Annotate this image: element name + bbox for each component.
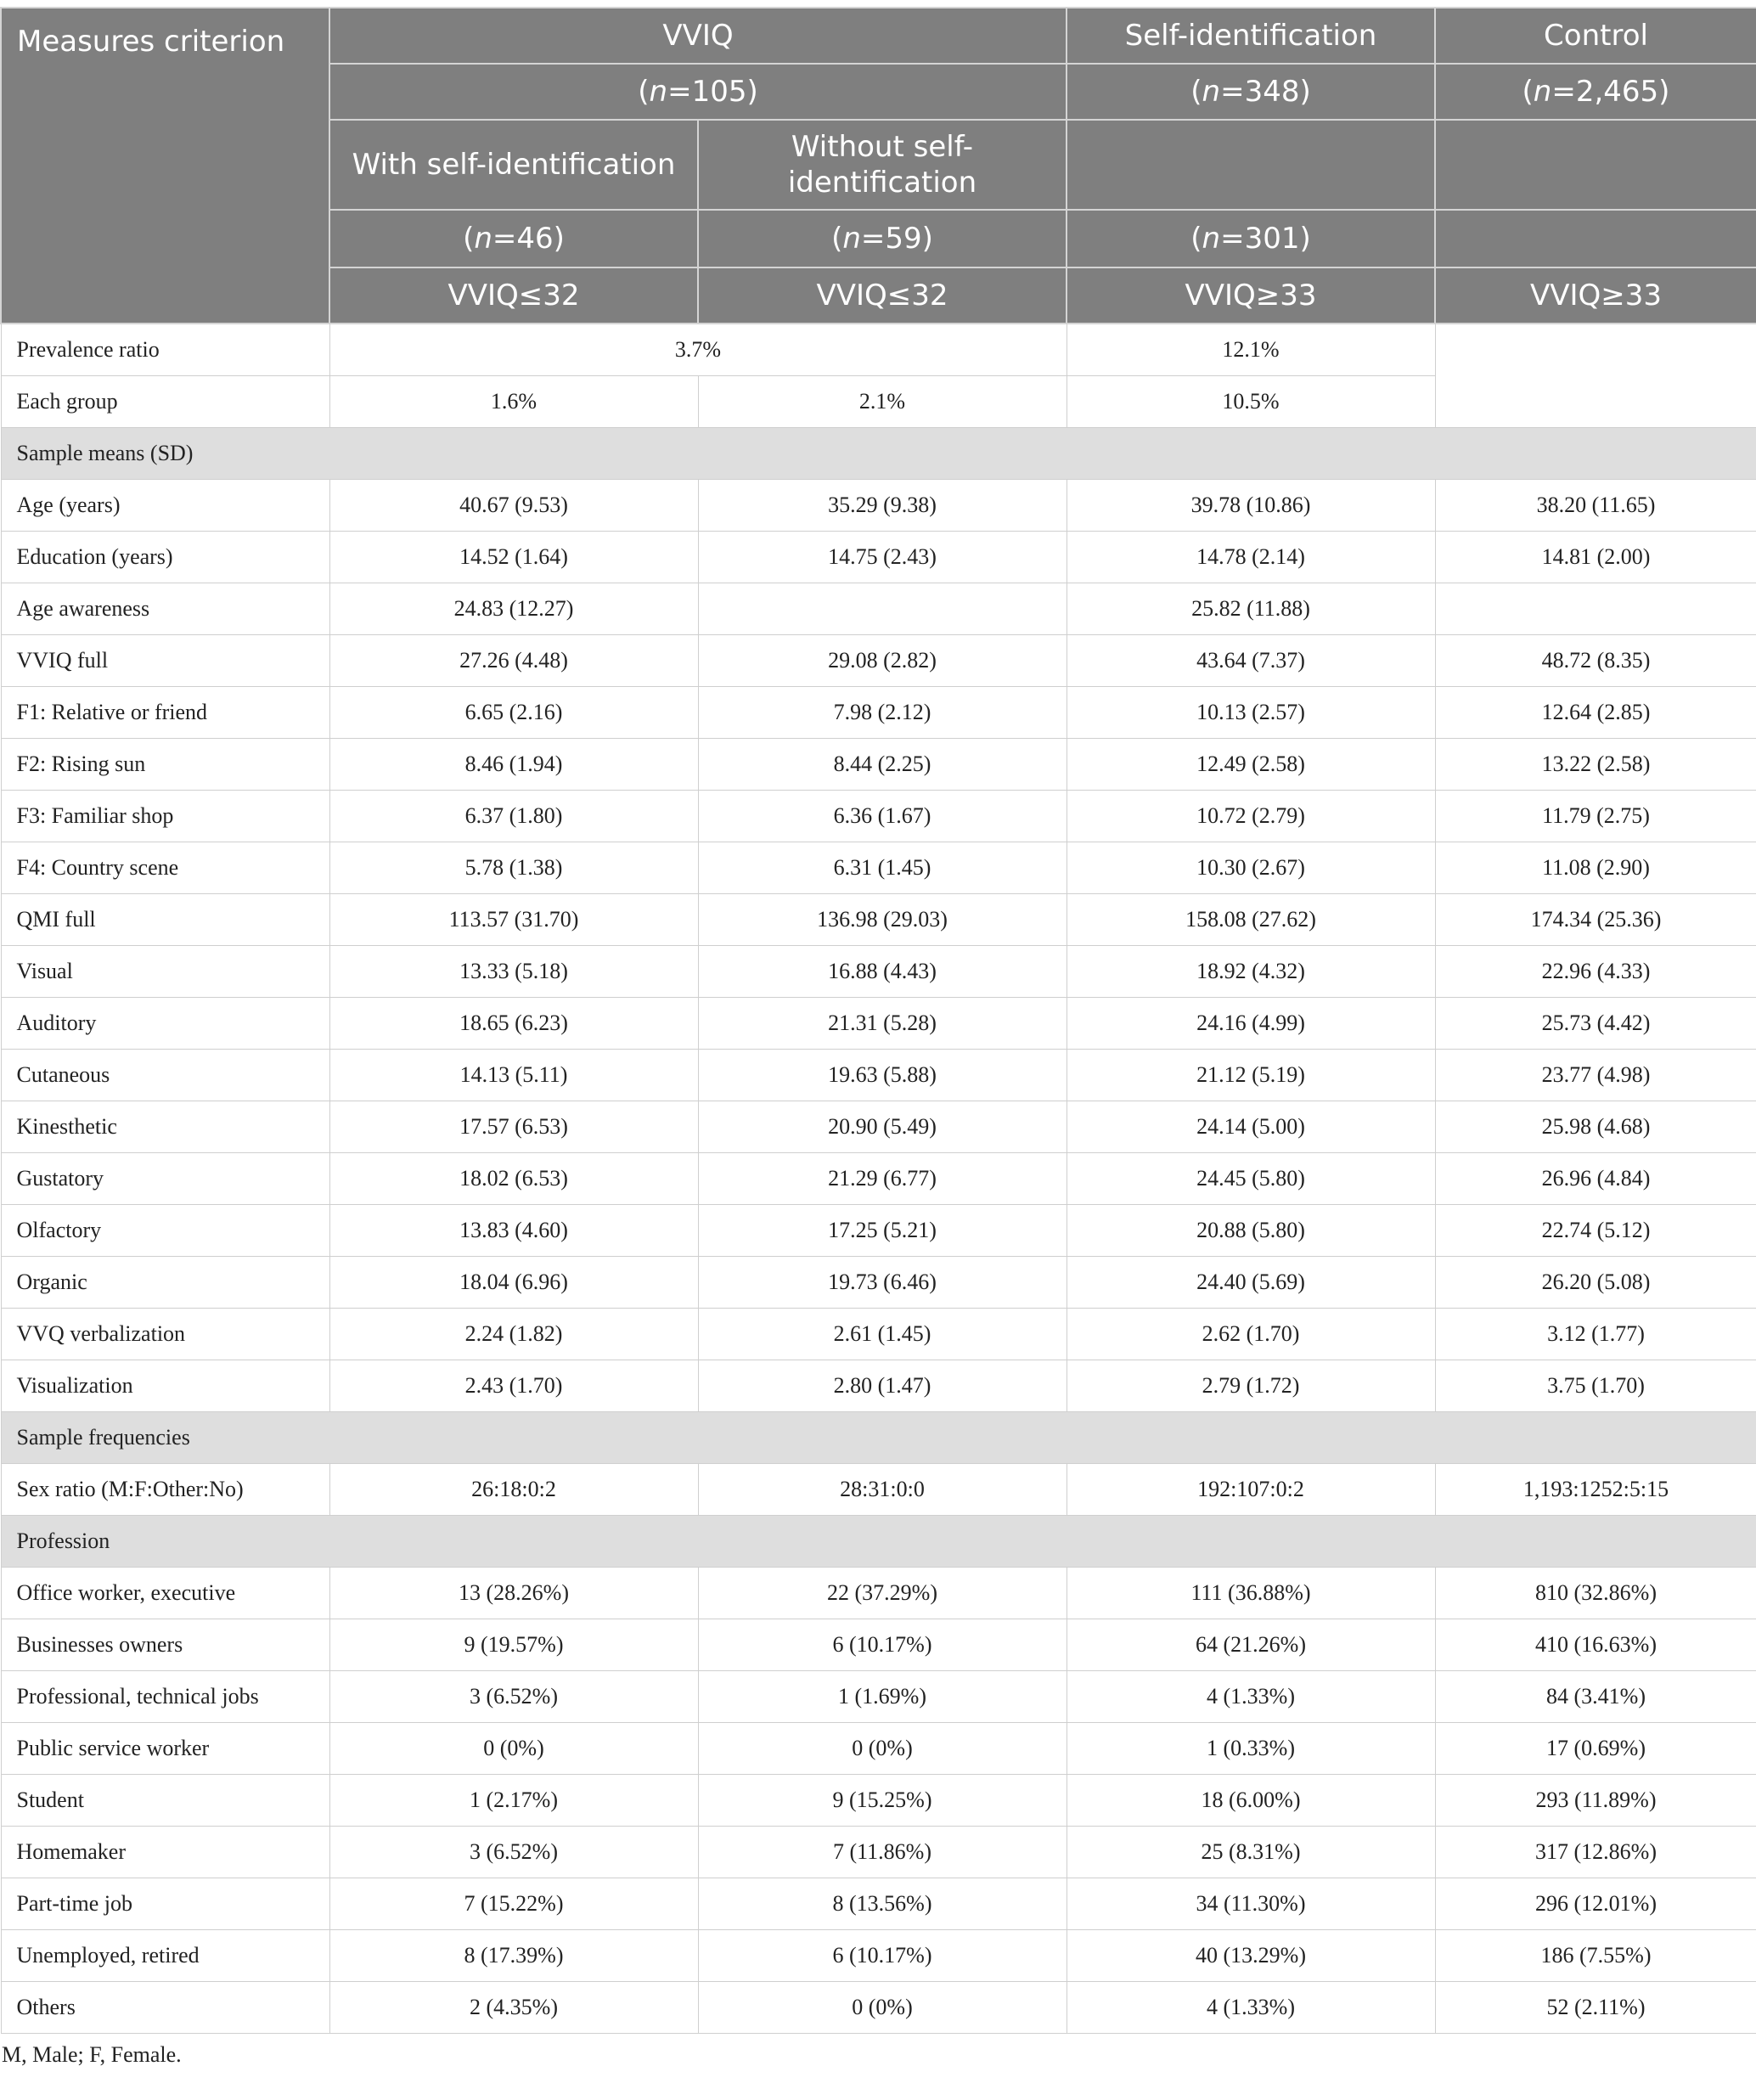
table-cell: 2.80 (1.47) bbox=[698, 1360, 1067, 1412]
table-cell: 26.96 (4.84) bbox=[1435, 1153, 1756, 1205]
section-title: Profession bbox=[1, 1516, 1756, 1568]
table-cell: 24.16 (4.99) bbox=[1067, 998, 1435, 1050]
table-cell: 6 (10.17%) bbox=[698, 1619, 1067, 1671]
vviq-group-header: VVIQ bbox=[329, 8, 1067, 64]
row-label: Cutaneous bbox=[1, 1050, 329, 1101]
table-cell: 2 (4.35%) bbox=[329, 1982, 698, 2034]
row-label: Professional, technical jobs bbox=[1, 1671, 329, 1723]
table-cell: 64 (21.26%) bbox=[1067, 1619, 1435, 1671]
table-cell: 40 (13.29%) bbox=[1067, 1930, 1435, 1982]
table-cell: 14.78 (2.14) bbox=[1067, 532, 1435, 583]
table-cell: 4 (1.33%) bbox=[1067, 1671, 1435, 1723]
table-row bbox=[1, 1050, 1756, 1101]
row-label: Unemployed, retired bbox=[1, 1930, 329, 1982]
table-cell: 19.63 (5.88) bbox=[698, 1050, 1067, 1101]
table-cell: 20.90 (5.49) bbox=[698, 1101, 1067, 1153]
table-cell: 410 (16.63%) bbox=[1435, 1619, 1756, 1671]
table-cell: 9 (19.57%) bbox=[329, 1619, 698, 1671]
section-header-row bbox=[1, 1516, 1756, 1568]
section-title: Sample frequencies bbox=[1, 1412, 1756, 1464]
table-row bbox=[1, 1982, 1756, 2034]
row-label: Sex ratio (M:F:Other:No) bbox=[1, 1464, 329, 1516]
table-cell: 174.34 (25.36) bbox=[1435, 894, 1756, 946]
table-cell: 293 (11.89%) bbox=[1435, 1775, 1756, 1827]
table-cell: 24.14 (5.00) bbox=[1067, 1101, 1435, 1153]
table-cell: 113.57 (31.70) bbox=[329, 894, 698, 946]
row-label: VVQ verbalization bbox=[1, 1309, 329, 1360]
table-row bbox=[1, 1309, 1756, 1360]
table-cell: 3.12 (1.77) bbox=[1435, 1309, 1756, 1360]
table-cell: 16.88 (4.43) bbox=[698, 946, 1067, 998]
table-row bbox=[1, 1101, 1756, 1153]
table-cell: 35.29 (9.38) bbox=[698, 480, 1067, 532]
table-row bbox=[1, 1464, 1756, 1516]
table-row bbox=[1, 1878, 1756, 1930]
table-row bbox=[1, 1827, 1756, 1878]
table-cell: 9 (15.25%) bbox=[698, 1775, 1067, 1827]
table-cell: 2.62 (1.70) bbox=[1067, 1309, 1435, 1360]
row-label: Age awareness bbox=[1, 583, 329, 635]
row-label: F1: Relative or friend bbox=[1, 687, 329, 739]
table-cell: 7 (15.22%) bbox=[329, 1878, 698, 1930]
table-cell: 39.78 (10.86) bbox=[1067, 480, 1435, 532]
table-footnote: M, Male; F, Female. bbox=[2, 2042, 182, 2067]
table-row bbox=[1, 1205, 1756, 1257]
table-cell: 2.79 (1.72) bbox=[1067, 1360, 1435, 1412]
table-cell: 17.57 (6.53) bbox=[329, 1101, 698, 1153]
table-cell: 24.45 (5.80) bbox=[1067, 1153, 1435, 1205]
table-cell bbox=[1435, 583, 1756, 635]
table-row bbox=[1, 998, 1756, 1050]
table-row bbox=[1, 480, 1756, 532]
table-cell: 40.67 (9.53) bbox=[329, 480, 698, 532]
table-cell: 52 (2.11%) bbox=[1435, 1982, 1756, 2034]
without-self-identification-header: Without self-identification bbox=[698, 120, 1067, 210]
self-n-header: (n=348) bbox=[1067, 64, 1435, 120]
vviq-n-header: (n=105) bbox=[329, 64, 1067, 120]
table-cell: 2.61 (1.45) bbox=[698, 1309, 1067, 1360]
row-label: Education (years) bbox=[1, 532, 329, 583]
table-cell: 13.83 (4.60) bbox=[329, 1205, 698, 1257]
table-cell: 6.65 (2.16) bbox=[329, 687, 698, 739]
table-cell: 21.31 (5.28) bbox=[698, 998, 1067, 1050]
table-cell: 14.52 (1.64) bbox=[329, 532, 698, 583]
table-cell: 13 (28.26%) bbox=[329, 1568, 698, 1619]
table-cell: 8.46 (1.94) bbox=[329, 739, 698, 791]
criterion-without-header: VVIQ≤32 bbox=[698, 267, 1067, 324]
table-cell: 3.7% bbox=[329, 324, 1067, 376]
table-cell: 3 (6.52%) bbox=[329, 1671, 698, 1723]
table-cell: 10.5% bbox=[1067, 376, 1435, 428]
table-cell bbox=[698, 583, 1067, 635]
table-cell: 10.72 (2.79) bbox=[1067, 791, 1435, 842]
table-cell: 186 (7.55%) bbox=[1435, 1930, 1756, 1982]
table-row bbox=[1, 1723, 1756, 1775]
table-cell: 25.73 (4.42) bbox=[1435, 998, 1756, 1050]
control-n-header: (n=2,465) bbox=[1435, 64, 1756, 120]
row-label: Age (years) bbox=[1, 480, 329, 532]
table-cell: 18.02 (6.53) bbox=[329, 1153, 698, 1205]
table-cell: 21.12 (5.19) bbox=[1067, 1050, 1435, 1101]
table-cell: 13.22 (2.58) bbox=[1435, 739, 1756, 791]
table-cell: 6.36 (1.67) bbox=[698, 791, 1067, 842]
row-label: Auditory bbox=[1, 998, 329, 1050]
table-cell: 14.13 (5.11) bbox=[329, 1050, 698, 1101]
table-cell: 22.96 (4.33) bbox=[1435, 946, 1756, 998]
table-cell: 25 (8.31%) bbox=[1067, 1827, 1435, 1878]
criterion-control-header: VVIQ≥33 bbox=[1435, 267, 1756, 324]
table-cell: 18 (6.00%) bbox=[1067, 1775, 1435, 1827]
table-row bbox=[1, 791, 1756, 842]
row-label: Gustatory bbox=[1, 1153, 329, 1205]
table-cell: 12.49 (2.58) bbox=[1067, 739, 1435, 791]
table-cell: 11.79 (2.75) bbox=[1435, 791, 1756, 842]
table-row bbox=[1, 583, 1756, 635]
table-cell: 8.44 (2.25) bbox=[698, 739, 1067, 791]
table-cell: 0 (0%) bbox=[329, 1723, 698, 1775]
table-cell: 48.72 (8.35) bbox=[1435, 635, 1756, 687]
self-sub-n-header: (n=301) bbox=[1067, 210, 1435, 267]
criterion-with-header: VVIQ≤32 bbox=[329, 267, 698, 324]
table-cell: 6.37 (1.80) bbox=[329, 791, 698, 842]
table-row bbox=[1, 324, 1756, 376]
table-header bbox=[1, 8, 1756, 324]
table-cell: 25.82 (11.88) bbox=[1067, 583, 1435, 635]
table-cell: 13.33 (5.18) bbox=[329, 946, 698, 998]
table-row bbox=[1, 894, 1756, 946]
with-self-n-header: (n=46) bbox=[329, 210, 698, 267]
table-cell: 20.88 (5.80) bbox=[1067, 1205, 1435, 1257]
table-cell: 2.43 (1.70) bbox=[329, 1360, 698, 1412]
control-subgroup-empty-header bbox=[1435, 120, 1756, 210]
table-cell: 1 (1.69%) bbox=[698, 1671, 1067, 1723]
row-label: VVIQ full bbox=[1, 635, 329, 687]
table-row bbox=[1, 739, 1756, 791]
section-header-row bbox=[1, 1412, 1756, 1464]
table-cell: 0 (0%) bbox=[698, 1723, 1067, 1775]
self-subgroup-empty-header bbox=[1067, 120, 1435, 210]
row-label: Visualization bbox=[1, 1360, 329, 1412]
row-label: Prevalence ratio bbox=[1, 324, 329, 376]
table-cell: 1,193:1252:5:15 bbox=[1435, 1464, 1756, 1516]
row-label: F3: Familiar shop bbox=[1, 791, 329, 842]
section-header-row bbox=[1, 428, 1756, 480]
table-row bbox=[1, 1257, 1756, 1309]
table-cell: 10.30 (2.67) bbox=[1067, 842, 1435, 894]
table-cell: 296 (12.01%) bbox=[1435, 1878, 1756, 1930]
table-cell: 6.31 (1.45) bbox=[698, 842, 1067, 894]
row-label: Visual bbox=[1, 946, 329, 998]
measures-criterion-header: Measures criterion bbox=[1, 8, 329, 324]
table-cell: 25.98 (4.68) bbox=[1435, 1101, 1756, 1153]
table-cell: 1 (0.33%) bbox=[1067, 1723, 1435, 1775]
table-cell: 24.40 (5.69) bbox=[1067, 1257, 1435, 1309]
self-identification-header: Self-identification bbox=[1067, 8, 1435, 64]
row-label: Organic bbox=[1, 1257, 329, 1309]
criterion-self-header: VVIQ≥33 bbox=[1067, 267, 1435, 324]
table-row bbox=[1, 1153, 1756, 1205]
table-cell: 24.83 (12.27) bbox=[329, 583, 698, 635]
table-cell: 19.73 (6.46) bbox=[698, 1257, 1067, 1309]
table-row bbox=[1, 1930, 1756, 1982]
empty-cell bbox=[1435, 324, 1756, 428]
with-self-identification-header: With self-identification bbox=[329, 120, 698, 210]
table-row bbox=[1, 532, 1756, 583]
row-label: Each group bbox=[1, 376, 329, 428]
table-row bbox=[1, 1775, 1756, 1827]
table-cell: 26.20 (5.08) bbox=[1435, 1257, 1756, 1309]
table-cell: 27.26 (4.48) bbox=[329, 635, 698, 687]
row-label: Kinesthetic bbox=[1, 1101, 329, 1153]
table-cell: 29.08 (2.82) bbox=[698, 635, 1067, 687]
table-body bbox=[1, 324, 1756, 2034]
table-row bbox=[1, 1568, 1756, 1619]
row-label: Olfactory bbox=[1, 1205, 329, 1257]
table-cell: 7 (11.86%) bbox=[698, 1827, 1067, 1878]
table-cell: 12.1% bbox=[1067, 324, 1435, 376]
table-cell: 6 (10.17%) bbox=[698, 1930, 1067, 1982]
row-label: Student bbox=[1, 1775, 329, 1827]
table-cell: 8 (13.56%) bbox=[698, 1878, 1067, 1930]
table-cell: 810 (32.86%) bbox=[1435, 1568, 1756, 1619]
table-cell: 18.65 (6.23) bbox=[329, 998, 698, 1050]
table-cell: 5.78 (1.38) bbox=[329, 842, 698, 894]
table-cell: 4 (1.33%) bbox=[1067, 1982, 1435, 2034]
table-cell: 2.1% bbox=[698, 376, 1067, 428]
table-cell: 18.92 (4.32) bbox=[1067, 946, 1435, 998]
table-cell: 111 (36.88%) bbox=[1067, 1568, 1435, 1619]
table-cell: 1 (2.17%) bbox=[329, 1775, 698, 1827]
table-cell: 136.98 (29.03) bbox=[698, 894, 1067, 946]
row-label: F2: Rising sun bbox=[1, 739, 329, 791]
row-label: F4: Country scene bbox=[1, 842, 329, 894]
section-title: Sample means (SD) bbox=[1, 428, 1756, 480]
table-cell: 26:18:0:2 bbox=[329, 1464, 698, 1516]
table-cell: 14.81 (2.00) bbox=[1435, 532, 1756, 583]
table-cell: 3 (6.52%) bbox=[329, 1827, 698, 1878]
table-cell: 8 (17.39%) bbox=[329, 1930, 698, 1982]
table-cell: 84 (3.41%) bbox=[1435, 1671, 1756, 1723]
row-label: Part-time job bbox=[1, 1878, 329, 1930]
control-header: Control bbox=[1435, 8, 1756, 64]
row-label: QMI full bbox=[1, 894, 329, 946]
table-row bbox=[1, 635, 1756, 687]
table-cell: 34 (11.30%) bbox=[1067, 1878, 1435, 1930]
row-label: Office worker, executive bbox=[1, 1568, 329, 1619]
table-row bbox=[1, 1360, 1756, 1412]
table-cell: 317 (12.86%) bbox=[1435, 1827, 1756, 1878]
table-cell: 17.25 (5.21) bbox=[698, 1205, 1067, 1257]
table-cell: 21.29 (6.77) bbox=[698, 1153, 1067, 1205]
row-label: Public service worker bbox=[1, 1723, 329, 1775]
table-cell: 43.64 (7.37) bbox=[1067, 635, 1435, 687]
table-cell: 2.24 (1.82) bbox=[329, 1309, 698, 1360]
table-row bbox=[1, 1619, 1756, 1671]
table-cell: 0 (0%) bbox=[698, 1982, 1067, 2034]
row-label: Homemaker bbox=[1, 1827, 329, 1878]
table-wrapper bbox=[0, 7, 1756, 2068]
table-row bbox=[1, 1671, 1756, 1723]
table-cell: 23.77 (4.98) bbox=[1435, 1050, 1756, 1101]
demographics-table bbox=[0, 7, 1756, 2034]
row-label: Businesses owners bbox=[1, 1619, 329, 1671]
table-cell: 11.08 (2.90) bbox=[1435, 842, 1756, 894]
table-cell: 10.13 (2.57) bbox=[1067, 687, 1435, 739]
row-label: Others bbox=[1, 1982, 329, 2034]
table-cell: 22.74 (5.12) bbox=[1435, 1205, 1756, 1257]
table-row bbox=[1, 842, 1756, 894]
table-cell: 18.04 (6.96) bbox=[329, 1257, 698, 1309]
table-cell: 3.75 (1.70) bbox=[1435, 1360, 1756, 1412]
table-cell: 1.6% bbox=[329, 376, 698, 428]
table-row bbox=[1, 687, 1756, 739]
without-self-n-header: (n=59) bbox=[698, 210, 1067, 267]
table-cell: 14.75 (2.43) bbox=[698, 532, 1067, 583]
table-cell: 7.98 (2.12) bbox=[698, 687, 1067, 739]
table-cell: 28:31:0:0 bbox=[698, 1464, 1067, 1516]
table-cell: 22 (37.29%) bbox=[698, 1568, 1067, 1619]
table-cell: 38.20 (11.65) bbox=[1435, 480, 1756, 532]
table-row bbox=[1, 946, 1756, 998]
table-cell: 17 (0.69%) bbox=[1435, 1723, 1756, 1775]
control-sub-n-empty-header bbox=[1435, 210, 1756, 267]
table-cell: 158.08 (27.62) bbox=[1067, 894, 1435, 946]
table-cell: 12.64 (2.85) bbox=[1435, 687, 1756, 739]
table-cell: 192:107:0:2 bbox=[1067, 1464, 1435, 1516]
